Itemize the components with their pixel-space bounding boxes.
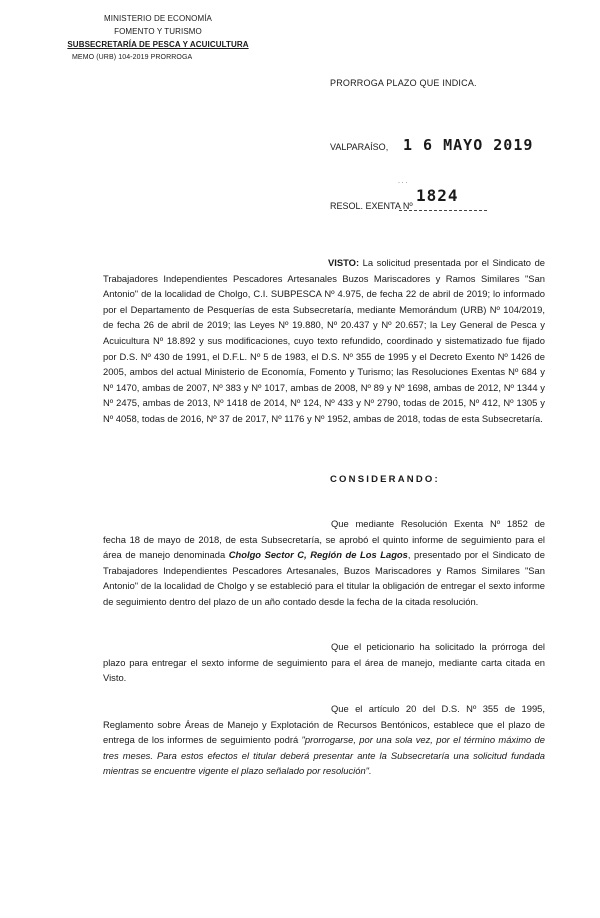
considerando-paragraph-3 [103, 701, 545, 779]
document-reference: PRORROGA PLAZO QUE INDICA. [330, 78, 477, 88]
para2-text: Que el peticionario ha solicitado la prórroga del plazo para entregar el sexto informe de seguimiento para el área de manejo, mediante carta citada en Visto. [103, 641, 545, 684]
date-stamp: 1 6 MAYO 2019 [403, 136, 534, 154]
para3-quote: "prorrogarse, por una sola vez, por el término máximo de tres meses. Para estos efectos el titular deberá presentar ante la Subsecretaría una solicitud fundada mientras se encuentre vigente el plazo señalado por resolución". [103, 734, 545, 777]
area-name: Cholgo Sector C, Región de Los Lagos [228, 549, 408, 561]
para1-text-end: , presentado por el Sindicato de Trabajadores Independientes Pescadores Artesanales, Buzos Mariscadores y Ramos Similares "San Antonio" de la localidad de Cholgo y se estableció para el titular la obligación de entregar el sexto informe de seguimiento dentro del plazo de un año contado desde la fecha de la citada resolución. [103, 549, 545, 607]
resolution-label: RESOL. EXENTA Nº [330, 201, 413, 211]
memo-reference: MEMO (URB) 104-2019 PRORROGA [72, 54, 193, 61]
considerando-heading: CONSIDERANDO: [330, 474, 440, 485]
resolution-number: 1824 [416, 186, 459, 205]
ministry-name: MINISTERIO DE ECONOMÍA [104, 14, 212, 23]
undersecretariat-name: SUBSECRETARÍA DE PESCA Y ACUICULTURA [67, 40, 249, 49]
place-label: VALPARAÍSO, [330, 142, 389, 152]
visto-paragraph [103, 255, 545, 427]
para3-text: Que el artículo 20 del D.S. Nº 355 de 1995, Reglamento sobre Áreas de Manejo y Explotación de Recursos Bentónicos, establece que el plazo de entrega de los informes de seguimiento podrá [103, 703, 545, 746]
visto-label: VISTO: [328, 257, 360, 268]
considerando-paragraph-2 [103, 639, 545, 686]
resolution-underline [399, 210, 487, 211]
letterhead [58, 12, 258, 64]
stamp-marks: · · · [398, 180, 408, 186]
para1-text-start: Que mediante Resolución Exenta Nº 1852 de fecha 18 de mayo de 2018, de esta Subsecretaría, se aprobó el quinto informe de seguimiento para el área de manejo denominada [103, 518, 545, 561]
considerando-paragraph-1 [103, 516, 545, 610]
visto-text: La solicitud presentada por el Sindicato de Trabajadores Independientes Pescadores Artesanales Buzos Mariscadores y Ramos Similares "San Antonio" de la localidad de Cholgo, C.I. SUBPESCA Nº 4.975, de fecha 22 de abril de 2019; lo informado por el Departamento de Pesquerías de esta Subsecretaría, mediante Memorándum (URB) Nº 104/2019, de fecha 26 de abril de 2019; las Leyes Nº 19.880, Nº 20.437 y Nº 20.657; la Ley General de Pesca y Acuicultura Nº 18.892 y sus modificaciones, cuyo texto refundido, coordinado y sistematizado fue fijado por D.S. Nº 430 de 1991, el D.F.L. Nº 5 de 1983, el D.S. Nº 355 de 1995 y el Decreto Exento Nº 1426 de 2005, ambos del actual Ministerio de Economía, Fomento y Turismo; las Resoluciones Exentas Nº 684 y Nº 1470, ambas de 2007, Nº 383 y Nº 1017, ambas de 2008, Nº 89 y Nº 1698, ambas de 2012, Nº 1344 y Nº 2475, ambas de 2013, Nº 1418 de 2014, Nº 124, Nº 433 y Nº 2790, todas de 2015, Nº 412, Nº 1305 y Nº 4058, todas de 2016, Nº 37 de 2017, Nº 1176 y Nº 1952, ambas de 2018, todas de esta Subsecretaría. [103, 257, 545, 424]
ministry-subtitle: FOMENTO Y TURISMO [114, 27, 202, 36]
